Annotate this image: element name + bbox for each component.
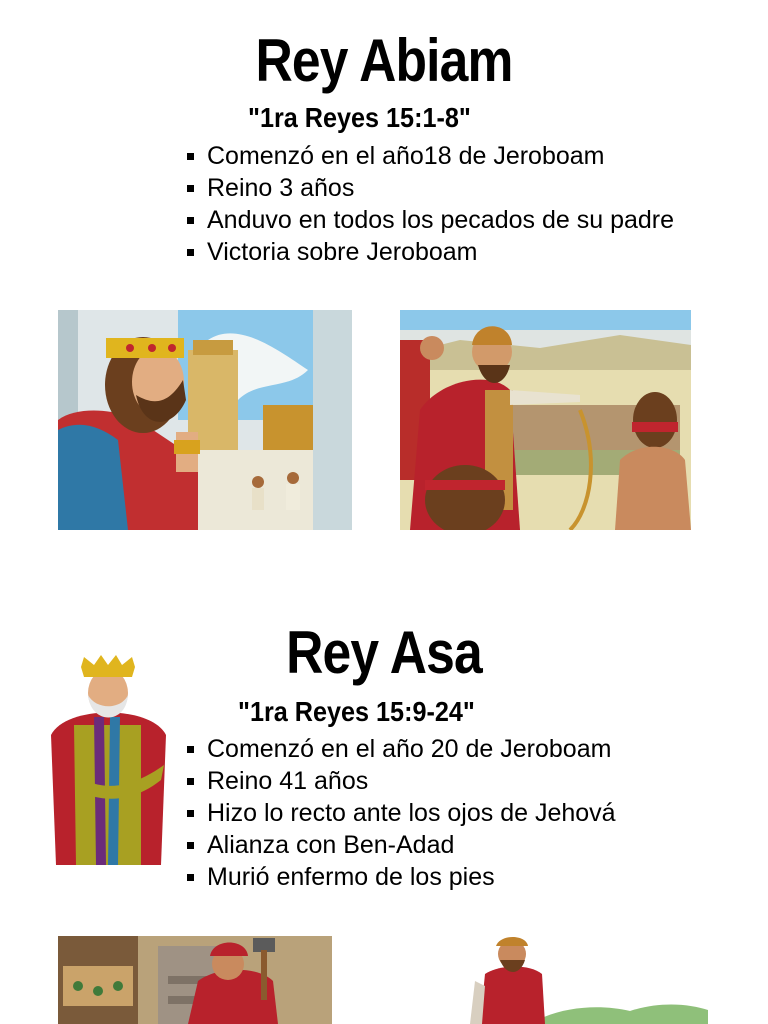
section2-bullet-list xyxy=(187,733,616,893)
section2-title: Rey Asa xyxy=(286,619,482,686)
section1-title: Rey Abiam xyxy=(255,27,513,94)
section1-bullet-list xyxy=(187,140,674,268)
king-asa-illustration xyxy=(46,655,171,865)
list-item: Reino 3 años xyxy=(187,172,674,204)
list-item: Comenzó en el año18 de Jeroboam xyxy=(187,140,674,172)
list-item: Comenzó en el año 20 de Jeroboam xyxy=(187,733,616,765)
list-item: Murió enfermo de los pies xyxy=(187,861,616,893)
list-item: Reino 41 años xyxy=(187,765,616,797)
list-item: Anduvo en todos los pecados de su padre xyxy=(187,204,674,236)
king-abiam-illustration xyxy=(58,310,352,530)
section2-reference: "1ra Reyes 15:9-24" xyxy=(238,696,475,727)
list-item: Victoria sobre Jeroboam xyxy=(187,236,674,268)
battle-scene-illustration xyxy=(400,310,691,530)
hammer-scene-illustration xyxy=(58,936,332,1024)
list-item: Hizo lo recto ante los ojos de Jehová xyxy=(187,797,616,829)
list-item: Alianza con Ben-Adad xyxy=(187,829,616,861)
king-walking-illustration xyxy=(430,936,708,1024)
section1-reference: "1ra Reyes 15:1-8" xyxy=(248,102,471,133)
